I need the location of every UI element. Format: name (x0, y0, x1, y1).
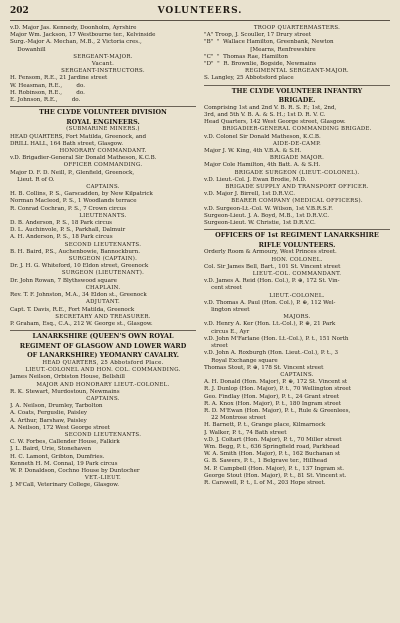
section-divider (10, 106, 196, 107)
entry-line: D. B. Anderson, P. S., 18 Park circus (10, 220, 113, 227)
sub-heading: BRIGADE MAJOR. (269, 155, 325, 162)
entry-line: James Neilson, Orbiston House, Bellshill (10, 374, 125, 381)
entry-line: A. Neilson, 172 West George street (10, 424, 110, 431)
entry-line: Dr. J. H. G. Whiteford, 10 Eldon street, Greenock (10, 263, 149, 270)
sub-heading: LIEUT.-COL. COMMANDANT. (252, 271, 342, 278)
entry-line: J. L. Baird, Urie, Stonehaven (10, 446, 92, 453)
sub-heading: CHAPLAIN. (85, 284, 121, 291)
entry-line: Col. Sir James Bell, Bart., 101 St. Vincent street (204, 263, 341, 270)
entry-line: v.D. Colonel Sir Donald Matheson, K.C.B. (204, 133, 321, 140)
entry-line: circus E., Ayr (204, 328, 250, 335)
entry-line: R. J. Dunlop (Hon. Major), P. t., 70 Wellington street (204, 386, 351, 393)
right-column (204, 25, 390, 490)
entry-line: Kenneth H. M. Connal, 19 Park circus (10, 460, 118, 467)
entry-line: R. K. Stewart, Murdostoun, Newmains (10, 388, 120, 395)
entry-line: H. Barnett, P. t., Grange place, Kilmarnock (204, 422, 326, 429)
sub-heading: HEAD QUARTERS, 25 Abbotsford Place. (42, 359, 164, 366)
entry-line: HEAD QUARTERS, Fort Matilda, Greenock, and (10, 133, 147, 140)
entry-line: Comprising 1st and 2nd V. B. R. S. F.; 1st, 2nd, (204, 104, 337, 111)
page-header (10, 6, 390, 21)
entry-line: Surgeon-Lieut. J. A. Boyd, M.B., 1st D.R.V.C. (204, 212, 329, 219)
section-heading: RIFLE VOLUNTEERS. (258, 240, 336, 249)
section-divider (204, 229, 390, 230)
sub-heading: BRIGADE SUPPLY AND TRANSPORT OFFICER. (225, 184, 369, 191)
section-heading: OF LANARKSHIRE) YEOMANRY CAVALRY. (27, 351, 179, 360)
sub-heading: SECOND LIEUTENANTS. (64, 431, 142, 438)
entry-line: C. W. Forbes, Callender House, Falkirk (10, 439, 120, 446)
sub-heading: (SUBMARINE MINERS.) (66, 126, 140, 133)
entry-line: A. H. Donald (Hon. Major), P. ⊕, 172 St. Vincent st (204, 379, 348, 386)
entry-line: Orderly Room & Armoury, West Princes street. (204, 249, 337, 256)
left-column (10, 25, 196, 490)
sub-heading: MAJOR AND HONORARY LIEUT.-COLONEL. (36, 381, 170, 388)
entry-line: street (204, 343, 228, 350)
entry-line: G. B. Sawers, P. t., 1 Belgrave ter., Hillhead (204, 458, 328, 465)
section-heading: REGIMENT OF GLASGOW AND LOWER WARD (19, 341, 187, 350)
entry-line: Major D. F. D. Neill, P., Glenfield, Greenock, (10, 169, 135, 176)
entry-line: Major Wm. Jackson, 17 Westbourne ter., Kelvinside (10, 32, 156, 39)
entry-line: Dowanhill (10, 46, 46, 53)
entry-line: M. P. Campbell (Hon. Major), P. t., 137 Ingram st. (204, 465, 344, 472)
sub-heading: BRIGADIER-GENERAL COMMANDING BRIGADE. (222, 126, 372, 133)
section-heading: LANARKSHIRE (QUEEN'S OWN ROYAL (32, 332, 174, 341)
entry-line: W. Heasman, R.E., do. (10, 82, 86, 89)
sub-heading: CAPTAINS. (86, 184, 120, 191)
entry-line: Norman Macleod, P. S., 1 Woodlands terrace (10, 198, 137, 205)
entry-line: Lieut. R of O. (10, 176, 55, 183)
sub-heading: CAPTAINS. (280, 371, 314, 378)
entry-line: Major J. W. King, 4th V.B.A. & S.H. (204, 148, 302, 155)
sub-heading: OFFICER COMMANDING. (63, 162, 143, 169)
entry-line: Thomas Stout, P. ⊕, 178 St. Vincent street (204, 364, 324, 371)
entry-line: H. B. Collins, P. S., Garscadden, by New Kilpatrick (10, 191, 153, 198)
sub-heading: SERGEANT-MAJOR. (73, 53, 133, 60)
entry-line: v.D. Major J. Birrell, 1st D.R.V.C. (204, 191, 295, 198)
entry-line: S. Langley, 25 Abbotsford place (204, 75, 294, 82)
entry-line: lington street (204, 307, 250, 314)
entry-line: H. Robinson, R.E., do. (10, 89, 85, 96)
entry-line: Capt. T. Davis, R.E., Fort Matilda, Greenock (10, 306, 135, 313)
section-heading: OFFICERS OF 1st REGIMENT LANARKSHIRE (215, 231, 379, 240)
entry-line: "B" " Wallace Hamilton, Greenbank, Newton (204, 39, 334, 46)
entry-line: D. L. Auchinvole, P. S., Parkhall, Dalmuir (10, 227, 126, 234)
section-heading: THE CLYDE VOLUNTEER INFANTRY (231, 86, 363, 95)
sub-heading: CAPTAINS. (86, 395, 120, 402)
entry-line: "A" Troop, J. Scouller, 17 Drury street (204, 32, 311, 39)
sub-heading: REGIMENTAL SERGEANT-MAJOR. (245, 68, 349, 75)
entry-line: H. C. Lamont, Gribton, Dumfries. (10, 453, 105, 460)
section-heading: BRIGADE. (278, 96, 316, 105)
entry-line: v.D. Henry A. Ker (Hon. Lt.-Col.), P. ⊕, 21 Park (204, 321, 336, 328)
entry-line: v.D. James A. Reid (Hon. Col.), P. ⊕, 172 St. Vin- (204, 278, 340, 285)
sub-heading: SECOND LIEUTENANTS. (64, 241, 142, 248)
sub-heading: Vacant. (91, 61, 115, 68)
entry-line: A. Coats, Ferguslie, Paisley (10, 410, 88, 417)
entry-line: v.D. John A. Roxburgh (Hon. Lieut.-Col.), P. t., 3 (204, 350, 339, 357)
entry-line: R. Conrad Cochran, P. S., 7 Crown circus (10, 205, 127, 212)
entry-line: v.D. Lieut.-Col. J. Ewan Brodie, M.D. (204, 176, 307, 183)
entry-line: R. Carswell, P. t., L of M., 203 Hope street. (204, 479, 326, 486)
entry-line: DRILL HALL, 164 Bath street, Glasgow. (10, 140, 124, 147)
section-divider (10, 330, 196, 331)
entry-line: W. A. Smith (Hon. Major), P. t., 162 Buchanan st (204, 451, 341, 458)
sub-heading: LIEUT.-COLONEL. (269, 292, 325, 299)
entry-line: v.D. John M'Farlane (Hon. Lt.-Col.), P. t., 151 North (204, 335, 349, 342)
entry-line: "D" " R. Brownlie, Bogside, Newmains (204, 61, 317, 68)
page-number: 202 (10, 6, 29, 16)
entry-line: "C" " Thomas Rae, Hamilton (204, 53, 288, 60)
sub-heading: SECRETARY AND TREASURER. (55, 313, 151, 320)
entry-line: v.D. Thomas A. Paul (Hon. Col.), P. ⊕, 112 Wel- (204, 299, 336, 306)
entry-line: [Mearns, Renfrewshire (204, 46, 316, 53)
sub-heading: VET.-LIEUT. (84, 475, 122, 482)
columns (10, 25, 390, 490)
sub-heading: MAJORS. (283, 314, 311, 321)
sub-heading: ADJUTANT. (85, 299, 121, 306)
entry-line: Dr. John Rowan, 7 Blythswood square (10, 277, 117, 284)
entry-line: cent street (204, 285, 242, 292)
entry-line: Major Cole Hamilton, 4th Batt. A. & S.H. (204, 162, 321, 169)
entry-line: Geo. Findlay (Hon. Major), P. t., 24 Grant street (204, 393, 340, 400)
entry-line: Royal Exchange square (204, 357, 278, 364)
page-title: VOLUNTEERS. (157, 6, 243, 16)
sub-heading: BEARER COMPANY (MEDICAL OFFICERS). (231, 198, 363, 205)
entry-line: v.D. Brigadier-General Sir Donald Matheson, K.C.B. (10, 155, 157, 162)
sub-heading: SURGEON (CAPTAIN). (68, 256, 138, 263)
entry-line: R. A. Knox (Hon. Major), P. t., 180 Ingram street (204, 400, 341, 407)
entry-line: v.D. Major Jas. Kennedy, Doonholm, Ayrshire (10, 25, 137, 31)
entry-line: Surg.-Major A. Mechan, M.B., 2 Victoria cres., (10, 39, 142, 46)
entry-line: A. Arthur, Barshaw, Paisley (10, 417, 87, 424)
section-heading: ROYAL ENGINEERS. (66, 117, 140, 126)
section-divider (204, 85, 390, 86)
entry-line: B. H. Baird, P.S., Auchenbowie, Bannockburn. (10, 248, 140, 255)
entry-line: v.D. Surgeon-Lt.-Col. W. Wilson, 1st V.B.R.S.F. (204, 205, 333, 212)
entry-line: J. Walker, P. t., 74 Bath street (204, 429, 287, 436)
entry-line: R. D. M'Ewan (Hon. Major), P. t., Rule & Greenlees, (204, 407, 351, 414)
entry-line: Surgeon-Lieut. W. Christie, 1st D.R.V.C. (204, 220, 316, 227)
sub-heading: AIDE-DE-CAMP. (272, 140, 322, 147)
sub-heading: BRIGADE SURGEON (LIEUT.-COLONEL). (234, 169, 360, 176)
entry-line: 22 Montrose street (204, 415, 266, 422)
entry-line: H. Fensom, R.E., 21 Jardine street (10, 75, 108, 82)
entry-line: Rev. T. F. Johnston, M.A., 34 Eldon st., Greenock (10, 292, 147, 299)
sub-heading: LIEUTENANTS. (79, 212, 127, 219)
entry-line: P. Graham, Esq., C.A., 212 W. George st., Glasgow. (10, 320, 153, 327)
sub-heading: HONORARY COMMANDANT. (59, 148, 147, 155)
section-heading: THE CLYDE VOLUNTEER DIVISION (39, 108, 167, 117)
sub-heading: TROOP QUARTERMASTERS. (253, 25, 341, 31)
entry-line: 3rd, and 5th V. B. A. & S. H.; 1st D. R. V. C. (204, 112, 326, 119)
sub-heading: HON. COLONEL. (271, 256, 323, 263)
entry-line: W. P. Donaldson, Cochno House by Duntocher (10, 467, 140, 474)
entry-line: J. M'Call, Veterinary College, Glasgow. (10, 482, 120, 489)
entry-line: v.D. J. Coltart (Hon. Major), P. t., 70 Miller street (204, 436, 342, 443)
sub-heading: SURGEON (LIEUTENANT). (61, 270, 145, 277)
entry-line: Head Quarters, 142 West George street, Glasgow. (204, 119, 346, 126)
entry-line: E. Johnson, R.E., do. (10, 97, 81, 104)
entry-line: J. A. Neilson, Drumley, Tarbolton (10, 403, 103, 410)
sub-heading: LIEUT.-COLONEL AND HON. COL. COMMANDING. (25, 367, 181, 374)
entry-line: A. H. Anderson, P. S., 18 Park circus (10, 234, 113, 241)
sub-heading: SERGEANT-INSTRUCTORS. (61, 68, 145, 75)
entry-line: Wm. Begg, P. t., 636 Springfield road, Parkhead (204, 443, 340, 450)
entry-line: George Stout (Hon. Major), P. t., 81 St. Vincent st. (204, 472, 347, 479)
